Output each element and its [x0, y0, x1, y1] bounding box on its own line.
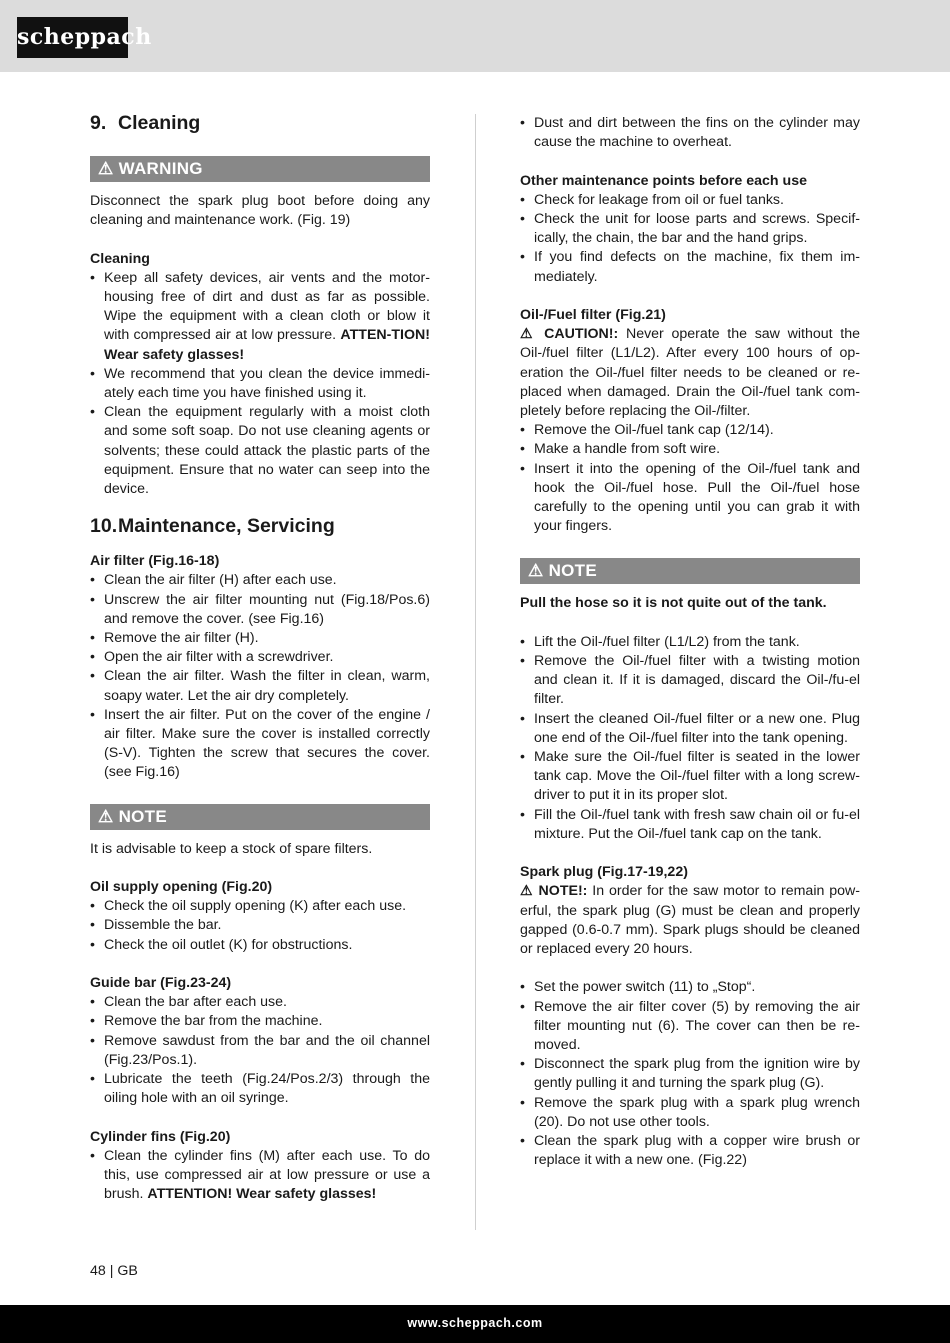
list-item: • Disconnect the spark plug from the ignition wire by gently pulling it and turning the spark plug (G).	[520, 1055, 860, 1093]
note-text: Pull the hose so it is not quite out of the tank.	[520, 595, 827, 612]
left-column	[90, 108, 430, 1204]
list-item: • Check the oil supply opening (K) after each use.	[90, 897, 430, 916]
list-item: • Remove the air filter cover (5) by removing the air filter mounting nut (6). The cover can then be re-moved.	[520, 998, 860, 1056]
spark-plug-subheading: Spark plug (Fig.17-19,22)	[520, 864, 688, 881]
spark-note-text: ⚠ NOTE!: In order for the saw motor to remain pow-erful, the spark plug (G) must be clean and properly gapped (0.6-0.7 mm). Spark plugs should be cleaned or replaced every 20 hours.	[520, 883, 860, 958]
list-item: • Dissemble the bar.	[90, 916, 430, 935]
list-item: • Set the power switch (11) to „Stop“.	[520, 978, 860, 997]
list-item: • Clean the cylinder fins (M) after each use. To do this, use compressed air at low pressure or use a brush. ATTENTION! Wear safety glasses!	[90, 1147, 430, 1205]
list-item: • Make a handle from soft wire.	[520, 440, 860, 459]
cylinder-fins-list	[90, 1147, 430, 1205]
hose-steps-list	[520, 633, 860, 844]
caution-text: ⚠ CAUTION!: Never operate the saw without the Oil-/fuel filter (L1/L2). After every 100 hours of op-eration the Oil-/fuel filter needs to be cleaned or re-placed when damaged. Drain the Oil-/fuel tank com-pletely before replacing the Oil-/filter.	[520, 326, 860, 420]
list-item: • Check the unit for loose parts and screws. Specif-ically, the chain, the bar and the hand grips.	[520, 210, 860, 248]
note-text: It is advisable to keep a stock of spare filters.	[90, 840, 373, 857]
footer-bar	[0, 1305, 950, 1343]
list-item: • Remove the bar from the machine.	[90, 1012, 430, 1031]
section-title: Maintenance, Servicing	[118, 515, 335, 538]
section-title: Cleaning	[118, 112, 201, 134]
warning-text: Disconnect the spark plug boot before doing any cleaning and maintenance work. (Fig. 19)	[90, 193, 430, 229]
list-item: • Remove the spark plug with a spark plug wrench (20). Do not use other tools.	[520, 1094, 860, 1132]
list-item: • Clean the air filter. Wash the filter in clean, warm, soapy water. Let the air dry completely.	[90, 667, 430, 705]
list-item: • Clean the equipment regularly with a moist cloth and some soft soap. Do not use cleaning agents or solvents; these could attack the plastic parts of the equipment. Ensure that no water can seep into the device.	[90, 403, 430, 499]
list-item: • Insert it into the opening of the Oil-/fuel tank and hook the Oil-/fuel hose. Pull the Oil-/fuel hose carefully to the opening until you can grab it with your fingers.	[520, 460, 860, 537]
list-item: • Check the oil outlet (K) for obstructions.	[90, 936, 430, 955]
list-item: • Unscrew the air filter mounting nut (Fig.18/Pos.6) and remove the cover. (see Fig.16)	[90, 591, 430, 629]
brand-logo: scheppach	[17, 17, 128, 58]
header-bar	[0, 0, 950, 72]
list-item: • Clean the spark plug with a copper wire brush or replace it with a new one. (Fig.22)	[520, 1132, 860, 1170]
list-item: • Insert the cleaned Oil-/fuel filter or a new one. Plug one end of the Oil-/fuel filter into the tank opening.	[520, 710, 860, 748]
section-10-heading	[90, 513, 430, 539]
list-item: • Lubricate the teeth (Fig.24/Pos.2/3) through the oiling hole with an oil syringe.	[90, 1070, 430, 1108]
oil-supply-subheading: Oil supply opening (Fig.20)	[90, 879, 273, 896]
page-number: 48 | GB	[90, 1263, 138, 1279]
section-9-heading	[90, 110, 430, 136]
list-item: • Check for leakage from oil or fuel tanks.	[520, 191, 860, 210]
list-item: • Clean the bar after each use.	[90, 993, 430, 1012]
guidebar-list	[90, 993, 430, 1108]
list-item: • We recommend that you clean the device immedi-ately each time you have finished using it.	[90, 365, 430, 403]
section-number: 10.	[90, 515, 118, 538]
warning-banner: ⚠ WARNING	[90, 156, 430, 182]
guidebar-subheading: Guide bar (Fig.23-24)	[90, 975, 232, 992]
cylinder-fins-subheading: Cylinder fins (Fig.20)	[90, 1128, 231, 1145]
website-link[interactable]: www.scheppach.com	[407, 1316, 543, 1330]
airfilter-list	[90, 571, 430, 782]
list-item: • Make sure the Oil-/fuel filter is seated in the lower tank cap. Move the Oil-/fuel filter with a long screw-driver to put it in its proper slot.	[520, 748, 860, 806]
other-maintenance-list	[520, 191, 860, 287]
airfilter-subheading: Air filter (Fig.16-18)	[90, 553, 220, 570]
list-item: • Lift the Oil-/fuel filter (L1/L2) from the tank.	[520, 633, 860, 652]
cylinder-fins-cont-list	[520, 114, 860, 152]
right-column	[520, 114, 860, 1170]
list-item: • Fill the Oil-/fuel tank with fresh saw chain oil or fu-el mixture. Put the Oil-/fuel tank cap on the tank.	[520, 806, 860, 844]
note-banner: ⚠ NOTE	[520, 558, 860, 584]
oil-supply-list	[90, 897, 430, 955]
list-item: • Remove the Oil-/fuel tank cap (12/14).	[520, 421, 860, 440]
list-item: • Open the air filter with a screwdriver.	[90, 648, 430, 667]
section-number: 9.	[90, 112, 107, 134]
list-item: • If you find defects on the machine, fix them im-mediately.	[520, 248, 860, 286]
list-item: • Dust and dirt between the fins on the cylinder may cause the machine to overheat.	[520, 114, 860, 152]
spark-plug-list	[520, 978, 860, 1170]
cleaning-subheading: Cleaning	[90, 250, 150, 267]
fuel-filter-subheading: Oil-/Fuel filter (Fig.21)	[520, 307, 666, 323]
list-item: • Clean the air filter (H) after each use.	[90, 571, 430, 590]
list-item: • Insert the air filter. Put on the cover of the engine / air filter. Make sure the cover is installed correctly (S-V). Tighten the screw that secures the cover. (see Fig.16)	[90, 706, 430, 783]
fuel-filter-list	[520, 421, 860, 536]
column-divider	[475, 114, 476, 1230]
cleaning-list	[90, 269, 430, 499]
list-item: • Remove the Oil-/fuel filter with a twisting motion and clean it. If it is damaged, discard the Oil-/fu-el filter.	[520, 652, 860, 710]
note-banner: ⚠ NOTE	[90, 804, 430, 830]
list-item: • Remove sawdust from the bar and the oil channel (Fig.23/Pos.1).	[90, 1032, 430, 1070]
other-maintenance-subheading: Other maintenance points before each use	[520, 172, 807, 189]
list-item: • Keep all safety devices, air vents and the motor-housing free of dirt and dust as far as possible. Wipe the equipment with a clean cloth or blow it with compressed air at low pressure. ATTEN-TION! Wear safety glasses!	[90, 269, 430, 365]
list-item: • Remove the air filter (H).	[90, 629, 430, 648]
